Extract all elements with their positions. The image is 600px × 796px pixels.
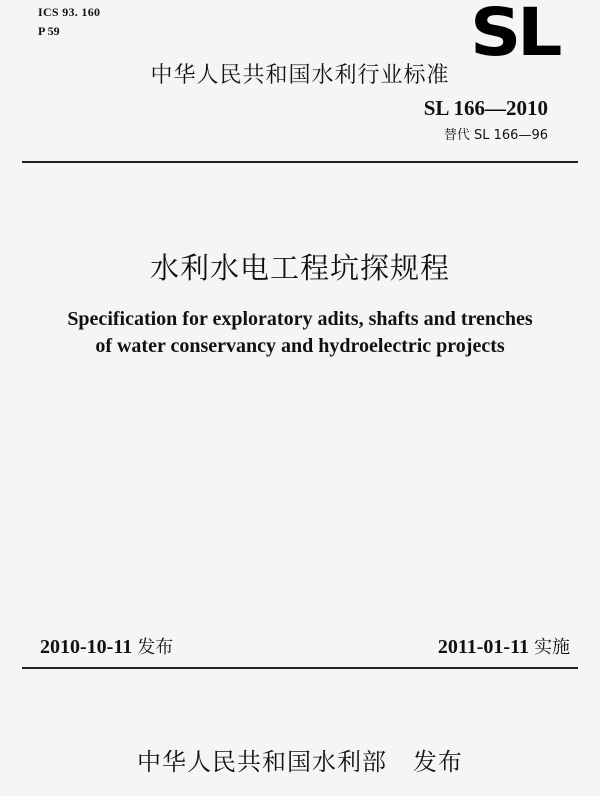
top-divider — [22, 161, 578, 163]
issue-date-label: 发布 — [137, 637, 174, 658]
bottom-divider — [22, 667, 578, 669]
issuer-action: 发布 — [412, 748, 463, 776]
title-english — [0, 306, 600, 360]
implementation-date — [438, 633, 570, 659]
implementation-date-label: 实施 — [534, 637, 570, 658]
ics-code: ICS 93. 160 — [38, 5, 101, 19]
sl-logo: SL — [470, 0, 559, 71]
standard-category: 中华人民共和国水利行业标准 — [150, 63, 450, 88]
issuer — [0, 742, 600, 777]
implementation-date-value: 2011-01-11 — [437, 636, 529, 658]
title-chinese: 水利水电工程坑探规程 — [149, 251, 450, 285]
replaces-standard: 替代 SL 166—96 — [443, 128, 548, 143]
ccs-code: P 59 — [38, 24, 60, 38]
issue-date — [40, 633, 173, 659]
title-english-line1: Specification for exploratory adits, shafts and trenches — [67, 308, 533, 330]
title-english-line2: of water conservancy and hydroelectric projects — [95, 335, 505, 357]
issue-date-value: 2010-10-11 — [40, 636, 133, 658]
issuer-name: 中华人民共和国水利部 — [137, 748, 388, 776]
standard-number: SL 166—2010 — [423, 96, 548, 120]
